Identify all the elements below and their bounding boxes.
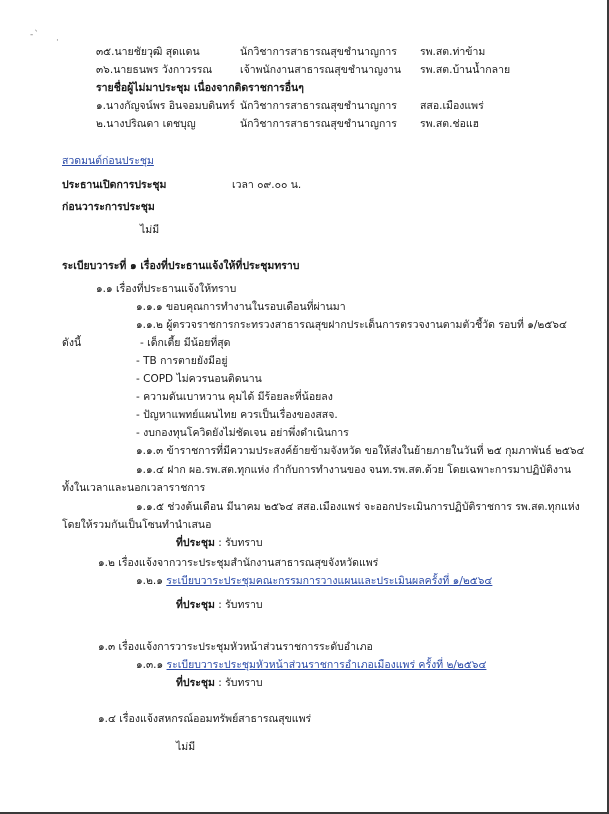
absentee-row bbox=[96, 99, 235, 113]
absentee-name: นางปริณดา เตชบุญ bbox=[106, 118, 196, 130]
planning-committee-agenda-link[interactable]: ระเบียบวาระประชุมคณะกรรมการวางแผนและประเมินผลครั้งที่ ๑/๒๕๖๔ bbox=[166, 575, 493, 587]
section-1-1: ๑.๑ เรื่องที่ประธานแจ้งให้ทราบ bbox=[96, 283, 237, 295]
scan-speck: · bbox=[56, 36, 60, 46]
item-1-1-5: ๑.๑.๕ ช่วงต้นเดือน มีนาคม ๒๕๖๔ สสอ.เมืองแพร่ จะออกประเมินการปฏิบัติราชการ รพ.สต.ทุกแห่ง bbox=[136, 501, 580, 513]
bullet-item: - COPD ไม่ควรนอนติดนาน bbox=[136, 373, 262, 385]
resolution bbox=[176, 536, 263, 550]
absentee-position: นักวิชาการสาธารณสุขชำนาญการ bbox=[240, 100, 397, 112]
absentee-name: นางกัญจน์พร อินจอมบดินทร์ bbox=[106, 100, 235, 112]
absentee-number: ๑. bbox=[96, 100, 107, 112]
absentee-number: ๒. bbox=[96, 118, 107, 130]
pre-agenda-label: ก่อนวาระการประชุม bbox=[62, 201, 155, 213]
absentee-row bbox=[96, 117, 196, 131]
absentee-position: นักวิชาการสาธารณสุขชำนาญการ bbox=[240, 118, 397, 130]
section-1-4: ๑.๔ เรื่องแจ้งสหกรณ์ออมทรัพย์สาธารณสุขแพร่ bbox=[98, 713, 312, 725]
item-1-1-5-cont: โดยให้รวมกันเป็นโซนทำนำเสนอ bbox=[62, 519, 212, 531]
attendee-name: นายธนพร วังกาวรรณ bbox=[113, 64, 213, 76]
absentee-office: สสอ.เมืองแพร่ bbox=[420, 100, 484, 112]
attendee-office: รพ.สต.บ้านน้ำกลาย bbox=[420, 64, 511, 76]
item-1-1-4-cont: ทั้งในเวลาและนอกเวลาราชการ bbox=[62, 482, 206, 494]
attendee-number: ๓๖. bbox=[96, 64, 114, 76]
attendee-row bbox=[96, 45, 200, 59]
resolution-value: : รับทราบ bbox=[218, 537, 263, 549]
chair-time: เวลา ๐๙.๐๐ น. bbox=[232, 179, 302, 191]
resolution-label: ที่ประชุม bbox=[176, 537, 215, 549]
section-1-2: ๑.๒ เรื่องแจ้งจากวาระประชุมสำนักงานสาธารณสุขจังหวัดแพร่ bbox=[98, 557, 379, 569]
resolution bbox=[176, 676, 263, 690]
item-number: ๑.๓.๑ bbox=[136, 659, 164, 671]
agenda-1-heading: ระเบียบวาระที่ ๑ เรื่องที่ประธานแจ้งให้ที่ประชุมทราบ bbox=[62, 260, 300, 272]
item-1-1-3: ๑.๑.๓ ข้าราชการที่มีความประสงค์ย้ายข้ามจังหวัด ขอให้ส่งในย้ายภายในวันที่ ๒๕ กุมภาพันธ์ ๒๕๖๔ bbox=[136, 445, 585, 457]
absentee-office: รพ.สต.ช่อแฮ bbox=[420, 118, 480, 130]
bullet-item: - เด็กเตี้ย มีน้อยที่สุด bbox=[140, 337, 231, 349]
item-1-1-4: ๑.๑.๔ ฝาก ผอ.รพ.สต.ทุกแห่ง กำกับการทำงานของ จนท.รพ.สต.ด้วย โดยเฉพาะการมาปฏิบัติงาน bbox=[136, 464, 572, 476]
item-number: ๑.๒.๑ bbox=[136, 575, 163, 587]
item-1-2-1 bbox=[136, 574, 492, 588]
absent-heading: รายชื่อผู้ไม่มาประชุม เนื่องจากติดราชการอื่นๆ bbox=[96, 82, 304, 94]
resolution bbox=[176, 598, 263, 612]
pre-meeting-prayer-link[interactable]: สวดมนต์ก่อนประชุม bbox=[62, 155, 154, 167]
item-1-3-1 bbox=[136, 658, 486, 672]
resolution-label: ที่ประชุม bbox=[176, 599, 215, 611]
district-heads-agenda-link[interactable]: ระเบียบวาระประชุมหัวหน้าส่วนราชการอำเภอเมืองแพร่ ครั้งที่ ๒/๒๕๖๔ bbox=[166, 659, 487, 671]
resolution-value: : รับทราบ bbox=[218, 599, 263, 611]
bullet-item: - งบกองทุนโควิดยังไม่ชัดเจน อย่าพึ่งดำเนินการ bbox=[136, 427, 349, 439]
bullet-item: - TB การตายยังมีอยู่ bbox=[136, 355, 228, 367]
chair-label: ประธานเปิดการประชุม bbox=[62, 179, 167, 191]
item-1-1-2: ๑.๑.๒ ผู้ตรวจราชการกระทรวงสาธารณสุขฝากประเด็นการตรวจงานตามตัวชี้วัด รอบที่ ๑/๒๕๖๔ bbox=[136, 319, 567, 331]
attendee-row bbox=[96, 63, 212, 77]
attendee-position: เจ้าพนักงานสาธารณสุขชำนาญงาน bbox=[240, 64, 402, 76]
item-1-1-1: ๑.๑.๑ ขอบคุณการทำงานในรอบเดือนที่ผ่านมา bbox=[136, 301, 346, 313]
attendee-office: รพ.สต.ท่าข้าม bbox=[420, 46, 486, 58]
attendee-number: ๓๕. bbox=[96, 46, 115, 58]
scan-speck: -` bbox=[30, 30, 40, 40]
attendee-position: นักวิชาการสาธารณสุขชำนาญการ bbox=[240, 46, 397, 58]
bullet-item: - ปัญหาแพทย์แผนไทย ควรเป็นเรื่องของสสจ. bbox=[136, 409, 338, 421]
resolution-label: ที่ประชุม bbox=[176, 677, 215, 689]
attendee-name: นายชัยวุฒิ สุดแดน bbox=[114, 46, 200, 58]
pre-agenda-none: ไม่มี bbox=[140, 224, 160, 236]
section-1-4-none: ไม่มี bbox=[176, 741, 196, 753]
section-1-3: ๑.๓ เรื่องแจ้งการวาระประชุมหัวหน้าส่วนราชการระดับอำเภอ bbox=[98, 641, 373, 653]
bullet-item: - ความดันเบาหวาน คุมได้ มีร้อยละที่น้อยลง bbox=[136, 391, 333, 403]
dangni-label: ดังนี้ bbox=[62, 337, 82, 349]
resolution-value: : รับทราบ bbox=[218, 677, 263, 689]
